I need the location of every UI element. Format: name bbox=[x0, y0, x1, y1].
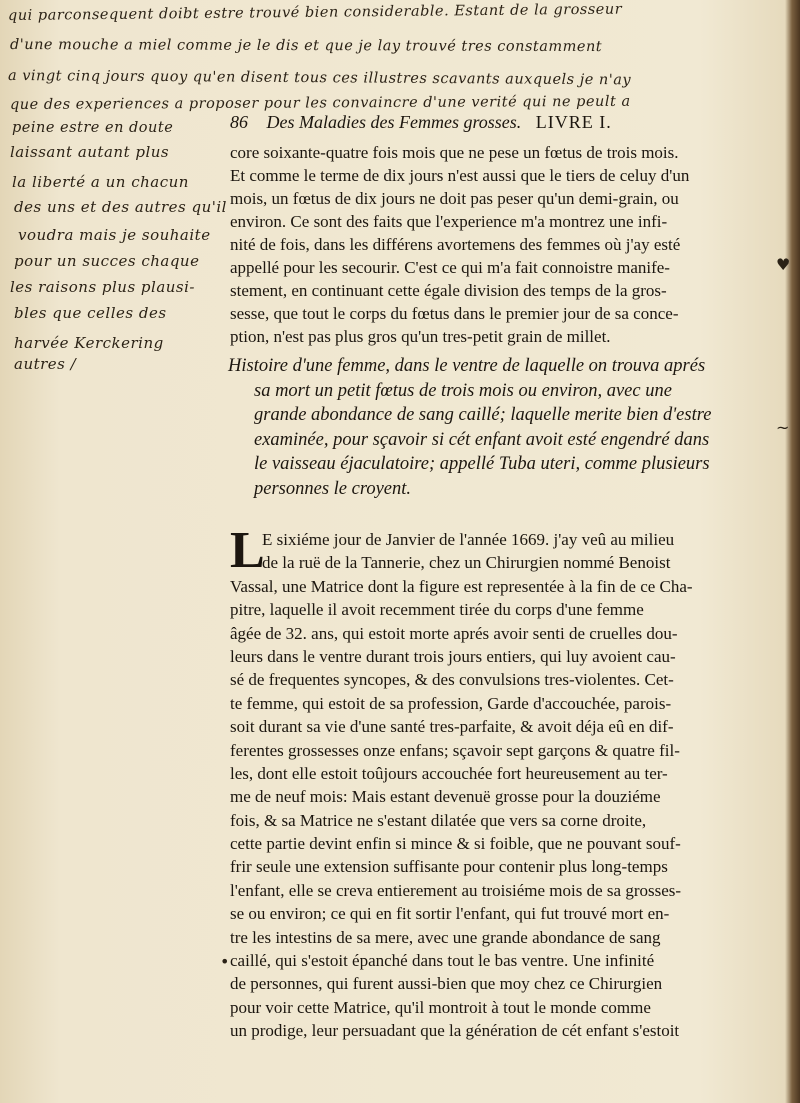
running-head bbox=[230, 112, 612, 133]
text-line: tre les intestins de sa mere, avec une grande abondance de sang bbox=[230, 927, 661, 947]
text-line: Vassal, une Matrice dont la figure est representée à la fin de ce Cha- bbox=[230, 576, 693, 596]
text-line: nité de fois, dans les différens avortemens des femmes où j'ay esté bbox=[230, 235, 681, 254]
text-line: de la ruë de la Tannerie, chez un Chirurgien nommé Benoist bbox=[262, 553, 671, 573]
text-line: sé de frequentes syncopes, & des convulsions tres-violentes. Cet- bbox=[230, 670, 674, 690]
handwritten-signature: harvée Kerckering bbox=[14, 334, 164, 352]
text-line: pitre, laquelle il avoit recemment tirée du corps d'une femme bbox=[230, 600, 644, 620]
text-line: frir seule une extension suffisante pour contenir plus long-temps bbox=[230, 857, 668, 877]
text-line: un prodige, leur persuadant que la génération de cét enfant s'estoit bbox=[230, 1021, 680, 1041]
tilde-margin-icon: ~ bbox=[776, 418, 790, 437]
handwritten-line: qui parconsequent doibt estre trouvé bien considerable. Estant de la grosseur bbox=[7, 1, 623, 24]
text-line: core soixante-quatre fois mois que ne pese un fœtus de trois mois. bbox=[230, 143, 679, 162]
text-line: de personnes, qui furent aussi-bien que moy chez ce Chirurgien bbox=[230, 974, 663, 994]
text-line: ferentes grossesses onze enfans; sçavoir sept garçons & quatre fil- bbox=[230, 740, 680, 760]
text-line: les, dont elle estoit toûjours accouchée fort heureusement au ter- bbox=[230, 763, 668, 783]
text-line: me de neuf mois: Mais estant devenuë grosse pour la douziéme bbox=[230, 787, 661, 807]
text-line: appellé pour les secourir. C'est ce qui m'a fait connoistre manife- bbox=[230, 258, 670, 277]
text-line: environ. Ce sont des faits que l'experience m'a montrez une infi- bbox=[230, 212, 668, 231]
running-title: Des Maladies des Femmes grosses. bbox=[266, 112, 522, 132]
heading-line: examinée, pour sçavoir si cét enfant avoit esté engendré dans bbox=[254, 429, 710, 450]
text-line: leurs dans le ventre durant trois jours entiers, qui luy avoient cau- bbox=[230, 646, 676, 666]
text-line: cette partie devint enfin si mince & si foible, que ne pouvant souf- bbox=[230, 834, 681, 854]
handwritten-line: bles que celles des bbox=[14, 304, 167, 322]
text-line: soit durant sa vie d'une santé tres-parfaite, & avoit déja eû en dif- bbox=[230, 717, 674, 737]
handwritten-line: peine estre en doute bbox=[12, 120, 174, 136]
heading-line: Histoire d'une femme, dans le ventre de laquelle on trouva aprés bbox=[228, 356, 706, 376]
text-line: te femme, qui estoit de sa profession, Garde d'accouchée, parois- bbox=[230, 693, 672, 713]
handwritten-line: que des experiences a proposer pour les convaincre d'une verité qui ne peult a bbox=[9, 93, 631, 113]
text-line: mois, un fœtus de dix jours ne doit pas peser qu'un demi-grain, ou bbox=[230, 189, 679, 208]
handwritten-line: voudra mais je souhaite bbox=[18, 226, 211, 244]
heart-margin-icon: ♥ bbox=[776, 255, 791, 274]
handwritten-line: pour un succes chaque bbox=[14, 252, 200, 270]
text-line: caillé, qui s'estoit épanché dans tout le bas ventre. Une infinité bbox=[230, 951, 655, 971]
heading-line: grande abondance de sang caillé; laquelle merite bien d'estre bbox=[254, 405, 712, 425]
page-number: 86 bbox=[230, 112, 248, 132]
top-paragraph bbox=[230, 141, 770, 348]
handwritten-line: des uns et des autres qu'il bbox=[14, 198, 227, 216]
section-heading bbox=[228, 354, 773, 501]
handwritten-line: laissant autant plus bbox=[10, 143, 170, 161]
text-line: E sixiéme jour de Janvier de l'année 1669. j'ay veû au milieu bbox=[262, 530, 675, 549]
book-label: LIVRE I. bbox=[535, 112, 612, 132]
text-line: sesse, que tout le corps du fœtus dans le premier jour de sa conce- bbox=[230, 304, 679, 323]
body-paragraph bbox=[230, 522, 770, 1043]
handwritten-line: autres / bbox=[14, 355, 77, 373]
dot-margin-icon: • bbox=[220, 952, 230, 971]
text-line: pour voir cette Matrice, qu'il montroit à tout le monde comme bbox=[230, 997, 651, 1017]
text-line: ption, n'est pas plus gros qu'un tres-petit grain de millet. bbox=[230, 327, 611, 346]
text-line: l'enfant, elle se creva entierement au troisiéme mois de sa grosses- bbox=[230, 880, 682, 900]
heading-line: sa mort un petit fœtus de trois mois ou environ, avec une bbox=[254, 380, 672, 401]
text-line: âgée de 32. ans, qui estoit morte aprés avoir senti de cruelles dou- bbox=[230, 623, 678, 643]
text-line: se ou environ; ce qui en fit sortir l'enfant, qui fut trouvé mort en- bbox=[230, 904, 670, 924]
heading-line: personnes le croyent. bbox=[254, 478, 412, 499]
drop-cap: L bbox=[230, 522, 265, 579]
text-line: Et comme le terme de dix jours n'est aussi que le tiers de celuy d'un bbox=[230, 166, 690, 185]
handwritten-line: la liberté a un chacun bbox=[12, 173, 189, 191]
text-line: fois, & sa Matrice ne s'estant dilatée que vers sa corne droite, bbox=[230, 810, 647, 830]
handwritten-line: d'une mouche a miel comme je le dis et que je lay trouvé tres constamment bbox=[9, 37, 603, 56]
handwritten-line: les raisons plus plausi- bbox=[10, 278, 195, 296]
handwritten-line: a vingt cinq jours quoy qu'en disent tous ces illustres scavants auxquels je n'ay bbox=[7, 68, 632, 89]
text-line: stement, en continuant cette égale division des temps de la gros- bbox=[230, 281, 667, 300]
heading-line: le vaisseau éjaculatoire; appellé Tuba uteri, comme plusieurs bbox=[254, 454, 710, 474]
